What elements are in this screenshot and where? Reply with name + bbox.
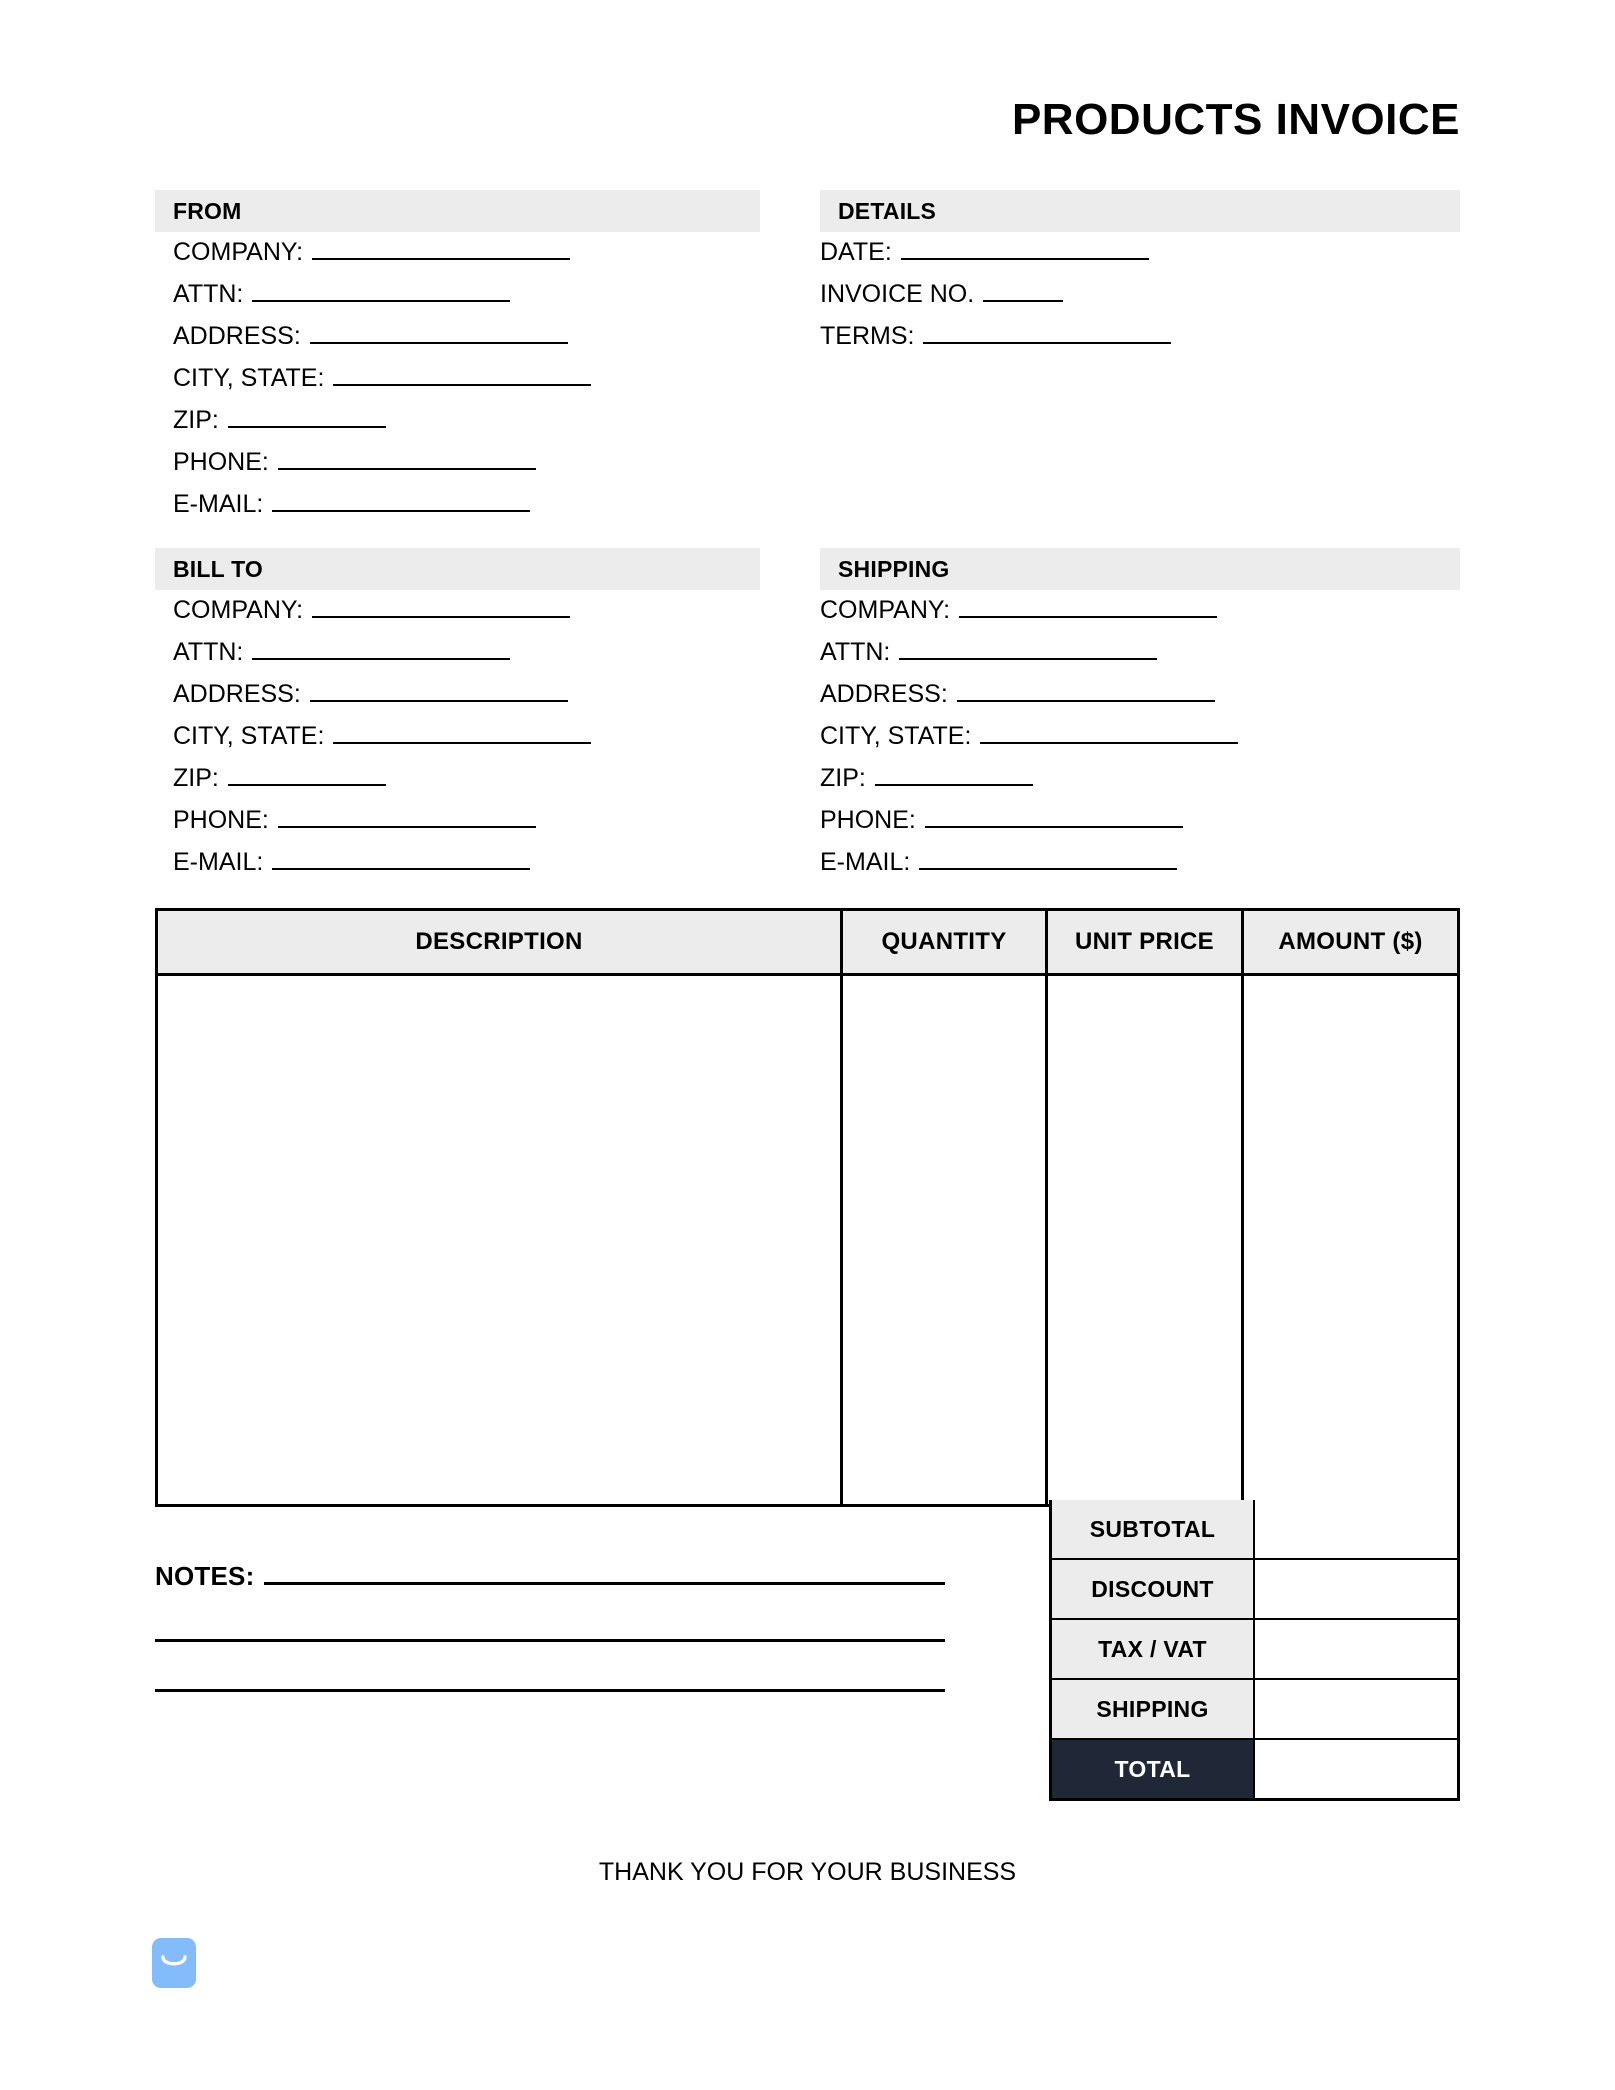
field-row bbox=[173, 806, 591, 848]
field-input-line[interactable] bbox=[875, 764, 1033, 786]
field-label: PHONE: bbox=[173, 806, 269, 834]
section-header-bill-to bbox=[155, 548, 760, 590]
totals-row bbox=[1052, 1500, 1457, 1558]
thank-you-message: THANK YOU FOR YOUR BUSINESS bbox=[598, 1858, 1017, 1886]
totals-table bbox=[1049, 1500, 1460, 1801]
field-row bbox=[820, 722, 1238, 764]
field-input-line[interactable] bbox=[310, 322, 568, 344]
field-row bbox=[173, 638, 591, 680]
notes-input-line-2[interactable] bbox=[155, 1639, 945, 1642]
totals-row bbox=[1052, 1618, 1457, 1678]
field-row bbox=[173, 238, 591, 280]
totals-label: SUBTOTAL bbox=[1052, 1500, 1253, 1558]
field-label: PHONE: bbox=[820, 806, 916, 834]
field-input-line[interactable] bbox=[252, 638, 510, 660]
field-input-line[interactable] bbox=[980, 722, 1238, 744]
field-label: TERMS: bbox=[820, 322, 915, 350]
field-label: ADDRESS: bbox=[173, 322, 301, 350]
field-label: INVOICE NO. bbox=[820, 280, 975, 308]
field-input-line[interactable] bbox=[957, 680, 1215, 702]
totals-value[interactable] bbox=[1253, 1680, 1457, 1738]
field-input-line[interactable] bbox=[278, 448, 536, 470]
field-row bbox=[173, 322, 591, 364]
section-title-from: FROM bbox=[173, 197, 242, 224]
field-input-line[interactable] bbox=[228, 406, 386, 428]
field-group-shipping bbox=[820, 596, 1238, 890]
field-input-line[interactable] bbox=[278, 806, 536, 828]
field-label: ADDRESS: bbox=[820, 680, 948, 708]
field-row bbox=[173, 490, 591, 532]
line-items-table bbox=[155, 908, 1460, 1507]
field-row bbox=[173, 596, 591, 638]
field-label: E-MAIL: bbox=[173, 490, 264, 518]
column-header-amount: AMOUNT ($) bbox=[1241, 911, 1457, 973]
field-label: E-MAIL: bbox=[820, 848, 911, 876]
field-input-line[interactable] bbox=[272, 490, 530, 512]
totals-row bbox=[1052, 1678, 1457, 1738]
page-title: PRODUCTS INVOICE bbox=[1011, 95, 1460, 144]
field-row bbox=[173, 722, 591, 764]
notes-section bbox=[155, 1560, 945, 1692]
column-header-description: DESCRIPTION bbox=[415, 928, 583, 955]
field-row bbox=[820, 280, 1171, 322]
section-header-from bbox=[155, 190, 760, 232]
field-input-line[interactable] bbox=[925, 806, 1183, 828]
field-input-line[interactable] bbox=[901, 238, 1149, 260]
field-row bbox=[173, 680, 591, 722]
field-row bbox=[173, 448, 591, 490]
field-input-line[interactable] bbox=[310, 680, 568, 702]
field-row bbox=[820, 764, 1238, 806]
totals-value[interactable] bbox=[1253, 1740, 1457, 1798]
field-row bbox=[820, 680, 1238, 722]
totals-row bbox=[1052, 1558, 1457, 1618]
field-group-details bbox=[820, 238, 1171, 364]
field-input-line[interactable] bbox=[959, 596, 1217, 618]
smile-bag-icon bbox=[152, 1938, 196, 1988]
field-label: E-MAIL: bbox=[173, 848, 264, 876]
totals-label: DISCOUNT bbox=[1052, 1560, 1253, 1618]
field-row bbox=[173, 280, 591, 322]
column-header-quantity: QUANTITY bbox=[840, 911, 1045, 973]
field-input-line[interactable] bbox=[272, 848, 530, 870]
section-title-bill-to: BILL TO bbox=[173, 555, 263, 582]
field-input-line[interactable] bbox=[919, 848, 1177, 870]
field-row bbox=[820, 322, 1171, 364]
field-row bbox=[173, 406, 591, 448]
field-input-line[interactable] bbox=[252, 280, 510, 302]
field-label: COMPANY: bbox=[820, 596, 951, 624]
column-header-unit-price: UNIT PRICE bbox=[1045, 911, 1241, 973]
field-row bbox=[173, 848, 591, 890]
field-row bbox=[820, 806, 1238, 848]
notes-input-line-3[interactable] bbox=[155, 1689, 945, 1692]
field-input-line[interactable] bbox=[228, 764, 386, 786]
field-label: COMPANY: bbox=[173, 596, 304, 624]
field-row bbox=[173, 764, 591, 806]
field-label: ATTN: bbox=[173, 280, 244, 308]
line-items-cell-quantity[interactable] bbox=[840, 976, 1045, 1504]
field-row bbox=[173, 364, 591, 406]
totals-label: TOTAL bbox=[1052, 1740, 1253, 1798]
field-label: DATE: bbox=[820, 238, 892, 266]
line-items-header-row bbox=[158, 911, 1457, 976]
field-input-line[interactable] bbox=[312, 596, 570, 618]
totals-value[interactable] bbox=[1253, 1500, 1457, 1558]
field-label: ZIP: bbox=[173, 764, 219, 792]
field-label: ATTN: bbox=[820, 638, 891, 666]
totals-label: TAX / VAT bbox=[1052, 1620, 1253, 1678]
section-header-details bbox=[820, 190, 1460, 232]
line-items-cell-amount[interactable] bbox=[1241, 976, 1457, 1504]
field-label: ZIP: bbox=[820, 764, 866, 792]
field-row bbox=[820, 238, 1171, 280]
field-input-line[interactable] bbox=[312, 238, 570, 260]
notes-label: NOTES: bbox=[155, 1561, 255, 1591]
field-input-line[interactable] bbox=[333, 364, 591, 386]
notes-input-line-1[interactable] bbox=[264, 1560, 945, 1585]
field-input-line[interactable] bbox=[899, 638, 1157, 660]
field-label: ZIP: bbox=[173, 406, 219, 434]
field-group-bill-to bbox=[173, 596, 591, 890]
field-group-from bbox=[173, 238, 591, 532]
field-input-line[interactable] bbox=[983, 280, 1063, 302]
field-input-line[interactable] bbox=[333, 722, 591, 744]
field-row bbox=[820, 596, 1238, 638]
field-label: CITY, STATE: bbox=[173, 722, 325, 750]
line-items-cell-description[interactable] bbox=[158, 976, 840, 1504]
line-items-body bbox=[158, 976, 1457, 1504]
totals-row bbox=[1052, 1738, 1457, 1798]
notes-first-line bbox=[155, 1560, 945, 1592]
field-label: CITY, STATE: bbox=[820, 722, 972, 750]
section-title-details: DETAILS bbox=[838, 197, 937, 224]
field-label: ATTN: bbox=[173, 638, 244, 666]
totals-value[interactable] bbox=[1253, 1560, 1457, 1618]
section-header-shipping bbox=[820, 548, 1460, 590]
field-label: ADDRESS: bbox=[173, 680, 301, 708]
line-items-cell-unit-price[interactable] bbox=[1045, 976, 1241, 1504]
field-row bbox=[820, 848, 1238, 890]
totals-label: SHIPPING bbox=[1052, 1680, 1253, 1738]
totals-value[interactable] bbox=[1253, 1620, 1457, 1678]
field-label: PHONE: bbox=[173, 448, 269, 476]
field-label: CITY, STATE: bbox=[173, 364, 325, 392]
field-input-line[interactable] bbox=[923, 322, 1171, 344]
field-label: COMPANY: bbox=[173, 238, 304, 266]
field-row bbox=[820, 638, 1238, 680]
section-title-shipping: SHIPPING bbox=[838, 555, 950, 582]
